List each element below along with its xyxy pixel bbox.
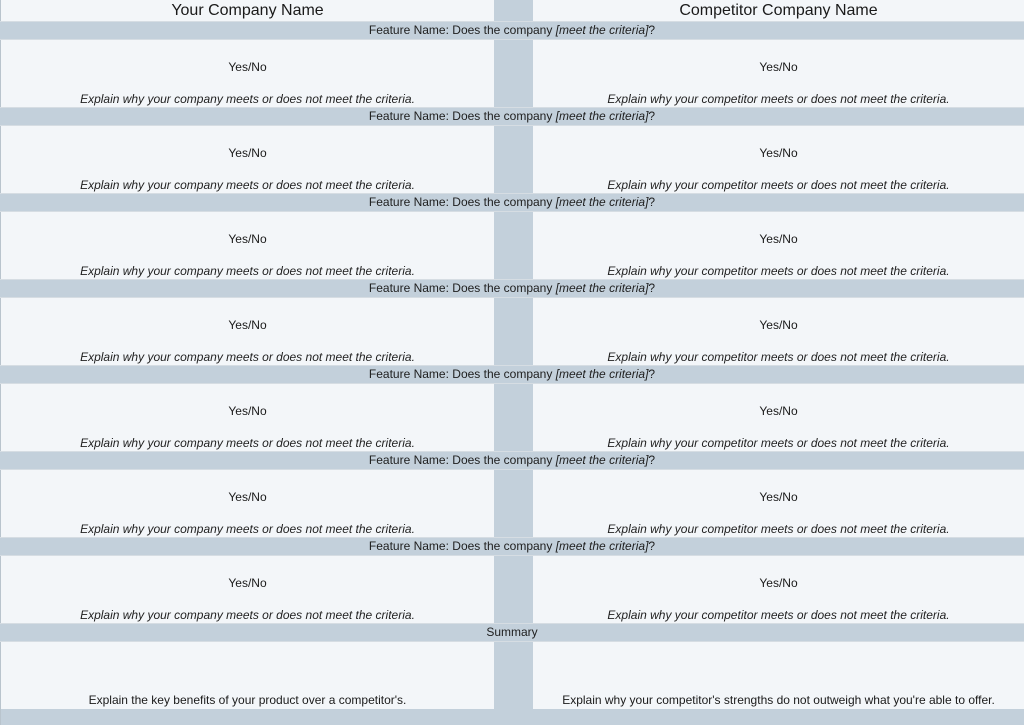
feature-row <box>0 298 1024 365</box>
feature-criteria: [meet the criteria] <box>555 23 649 37</box>
competitor-answer-cell[interactable] <box>533 298 1024 365</box>
your-explanation: Explain why your company meets or does not meet the criteria. <box>80 522 415 536</box>
feature-question: Does the company <box>452 195 553 209</box>
competitor-answer: Yes/No <box>759 490 798 504</box>
your-company-header[interactable]: Your Company Name <box>1 0 494 21</box>
feature-label: Feature Name: <box>368 539 449 553</box>
your-answer: Yes/No <box>228 576 267 590</box>
competitor-summary-cell[interactable] <box>533 642 1024 709</box>
feature-row <box>0 126 1024 193</box>
feature-suffix: ? <box>648 109 656 123</box>
competitor-explanation: Explain why your competitor meets or does not meet the criteria. <box>607 522 950 536</box>
feature-label: Feature Name: <box>368 109 449 123</box>
feature-criteria: [meet the criteria] <box>555 453 649 467</box>
feature-question: Does the company <box>452 539 553 553</box>
competitor-answer: Yes/No <box>759 576 798 590</box>
your-answer: Yes/No <box>228 146 267 160</box>
competitor-answer-cell[interactable] <box>533 384 1024 451</box>
feature-criteria: [meet the criteria] <box>555 367 649 381</box>
feature-band[interactable] <box>0 107 1024 126</box>
your-explanation: Explain why your company meets or does not meet the criteria. <box>80 350 415 364</box>
feature-question: Does the company <box>452 281 553 295</box>
your-explanation: Explain why your company meets or does not meet the criteria. <box>80 264 415 278</box>
feature-band[interactable] <box>0 279 1024 298</box>
your-answer: Yes/No <box>228 490 267 504</box>
feature-question: Does the company <box>452 367 553 381</box>
feature-suffix: ? <box>648 281 656 295</box>
your-answer-cell[interactable] <box>1 470 494 537</box>
competitor-explanation: Explain why your competitor meets or does not meet the criteria. <box>607 350 950 364</box>
competitor-company-header[interactable]: Competitor Company Name <box>533 0 1024 21</box>
feature-suffix: ? <box>648 367 656 381</box>
feature-label: Feature Name: <box>368 367 449 381</box>
your-explanation: Explain why your company meets or does not meet the criteria. <box>80 608 415 622</box>
feature-row <box>0 384 1024 451</box>
competitor-explanation: Explain why your competitor meets or does not meet the criteria. <box>607 178 950 192</box>
feature-suffix: ? <box>648 453 656 467</box>
competitor-explanation: Explain why your competitor meets or does not meet the criteria. <box>607 436 950 450</box>
summary-title[interactable]: Summary <box>486 625 538 639</box>
competitor-summary-text: Explain why your competitor's strengths do not outweigh what you're able to offer. <box>562 693 995 707</box>
competitor-answer: Yes/No <box>759 60 798 74</box>
feature-suffix: ? <box>648 539 656 553</box>
feature-row <box>0 556 1024 623</box>
summary-row <box>0 642 1024 709</box>
feature-band[interactable] <box>0 193 1024 212</box>
feature-row <box>0 470 1024 537</box>
your-answer-cell[interactable] <box>1 126 494 193</box>
feature-band[interactable] <box>0 451 1024 470</box>
your-answer: Yes/No <box>228 60 267 74</box>
your-answer-cell[interactable] <box>1 298 494 365</box>
competitor-explanation: Explain why your competitor meets or does not meet the criteria. <box>607 264 950 278</box>
feature-row <box>0 40 1024 107</box>
your-summary-cell[interactable] <box>1 642 494 709</box>
feature-row <box>0 212 1024 279</box>
your-answer: Yes/No <box>228 232 267 246</box>
feature-label: Feature Name: <box>368 195 449 209</box>
competitor-answer-cell[interactable] <box>533 126 1024 193</box>
competitor-answer: Yes/No <box>759 146 798 160</box>
feature-band[interactable] <box>0 365 1024 384</box>
feature-band[interactable] <box>0 21 1024 40</box>
feature-label: Feature Name: <box>368 281 449 295</box>
feature-band[interactable] <box>0 537 1024 556</box>
feature-criteria: [meet the criteria] <box>555 195 649 209</box>
your-answer-cell[interactable] <box>1 384 494 451</box>
your-answer: Yes/No <box>228 404 267 418</box>
feature-criteria: [meet the criteria] <box>555 281 649 295</box>
feature-question: Does the company <box>452 109 553 123</box>
competitor-explanation: Explain why your competitor meets or does not meet the criteria. <box>607 608 950 622</box>
your-answer-cell[interactable] <box>1 212 494 279</box>
competitor-answer-cell[interactable] <box>533 556 1024 623</box>
your-answer-cell[interactable] <box>1 556 494 623</box>
your-answer: Yes/No <box>228 318 267 332</box>
feature-question: Does the company <box>452 23 553 37</box>
competitor-answer-cell[interactable] <box>533 470 1024 537</box>
feature-question: Does the company <box>452 453 553 467</box>
your-explanation: Explain why your company meets or does not meet the criteria. <box>80 178 415 192</box>
your-explanation: Explain why your company meets or does not meet the criteria. <box>80 92 415 106</box>
competitor-answer-cell[interactable] <box>533 212 1024 279</box>
your-answer-cell[interactable] <box>1 40 494 107</box>
feature-criteria: [meet the criteria] <box>555 539 649 553</box>
feature-suffix: ? <box>648 195 656 209</box>
summary-band <box>0 623 1024 642</box>
feature-suffix: ? <box>648 23 656 37</box>
header-row <box>0 0 1024 21</box>
competitor-answer-cell[interactable] <box>533 40 1024 107</box>
feature-criteria: [meet the criteria] <box>555 109 649 123</box>
your-summary-text: Explain the key benefits of your product over a competitor's. <box>88 693 407 707</box>
competitor-answer: Yes/No <box>759 232 798 246</box>
your-explanation: Explain why your company meets or does not meet the criteria. <box>80 436 415 450</box>
competitor-answer: Yes/No <box>759 404 798 418</box>
feature-label: Feature Name: <box>368 23 449 37</box>
feature-label: Feature Name: <box>368 453 449 467</box>
competitor-answer: Yes/No <box>759 318 798 332</box>
competitor-explanation: Explain why your competitor meets or does not meet the criteria. <box>607 92 950 106</box>
